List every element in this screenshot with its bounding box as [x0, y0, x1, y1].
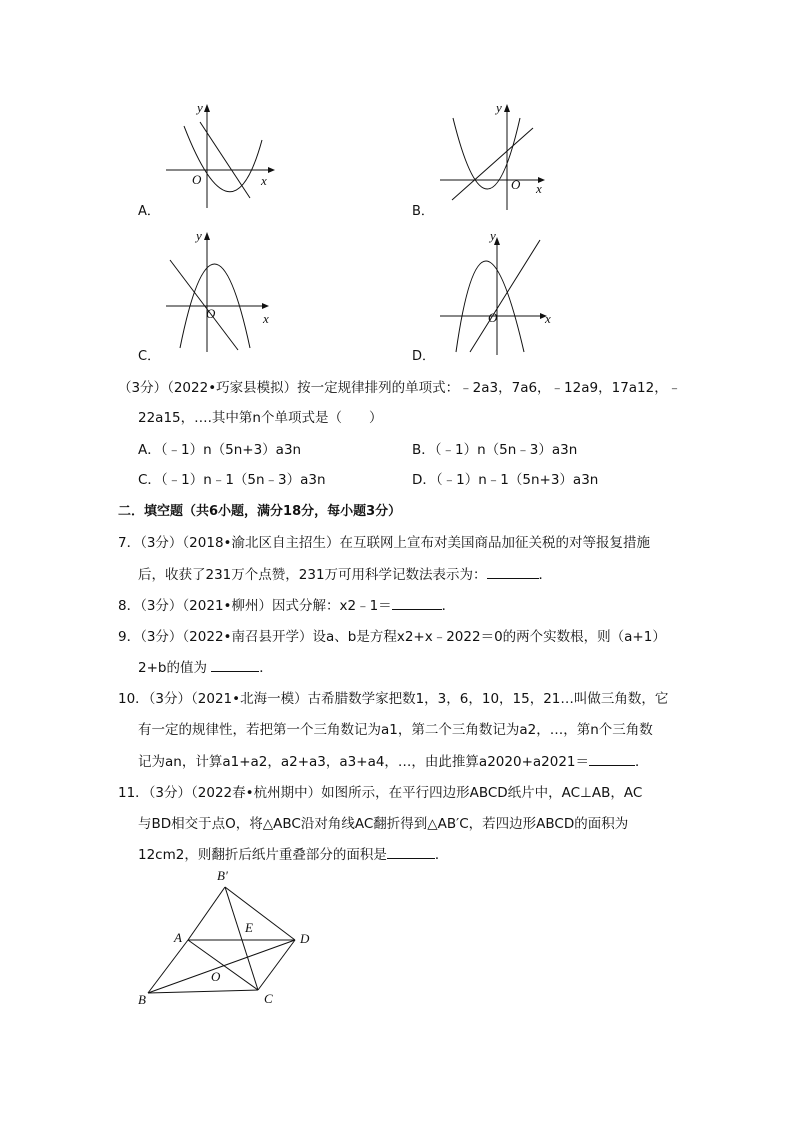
q7-end: ．	[538, 567, 553, 583]
graph-d-y: y	[490, 228, 496, 243]
q11-line1: 11．（3分）（2022春•杭州期中）如图所示，在平行四边形ABCD纸片中，AC⊥AB，AC	[118, 785, 643, 801]
q10-line2: 有一定的规律性，若把第一个三角数记为a1，第二个三角数记为a2，…，第n个三角数	[138, 722, 653, 738]
q6-option-b[interactable]: B．（﹣1）n（5n﹣3）a3n	[412, 442, 578, 458]
q11-line3-text: 12cm2，则翻折后纸片重叠部分的面积是	[138, 847, 387, 863]
graph-a-y: y	[197, 100, 203, 115]
q10-end: ．	[635, 754, 649, 770]
q6-option-d[interactable]: D．（﹣1）n﹣1（5n+3）a3n	[412, 472, 599, 488]
q6-line2: 22a15，….其中第n个单项式是（ ）	[138, 410, 383, 426]
q9-end: ．	[259, 660, 273, 676]
option-d-label: D．	[412, 349, 436, 364]
fig-label-bprime: B′	[217, 868, 228, 883]
fig-label-e: E	[245, 920, 253, 935]
fig-label-d: D	[300, 931, 310, 946]
graph-c-x: x	[263, 311, 269, 326]
graph-c-origin: O	[206, 306, 216, 321]
q9-line2-text: 2+b的值为	[138, 660, 207, 676]
option-b-label: B．	[412, 204, 434, 219]
q6-line1: （3分）（2022•巧家县模拟）按一定规律排列的单项式：﹣2a3，7a6，﹣12a9，17a12，﹣	[118, 380, 682, 396]
graph-c-y: y	[196, 228, 202, 243]
graph-a-x: x	[261, 173, 267, 188]
fig-label-a: A	[174, 930, 182, 945]
q7-line2-text: 后，收获了231万个点赞，231万可用科学记数法表示为：	[138, 567, 487, 583]
graph-b-origin: O	[511, 177, 521, 192]
graph-b-y: y	[496, 100, 502, 115]
section-fill-in-title: 二．填空题（共6小题，满分18分，每小题3分）	[118, 504, 402, 519]
option-a-label: A．	[138, 204, 160, 219]
q8-end: ．	[441, 598, 456, 614]
q9-line1: 9．（3分）（2022•南召县开学）设a、b是方程x2+x﹣2022＝0的两个实数根，则（a+1）	[118, 629, 666, 645]
q10-line3-text: 记为an，计算a1+a2，a2+a3，a3+a4，…，由此推算a2020+a2021＝	[138, 754, 590, 770]
q11-end: ．	[434, 847, 449, 863]
fig-label-c: C	[264, 991, 273, 1006]
graph-b-x: x	[536, 181, 542, 196]
graph-a-origin: O	[192, 172, 202, 187]
q11-line2: 与BD相交于点O，将△ABC沿对角线AC翻折得到△AB′C，若四边形ABCD的面积为	[138, 816, 629, 832]
q10-line1: 10．（3分）（2021•北海一模）古希腊数学家把数1，3，6，10，15，21…叫做三角数，它	[118, 691, 669, 707]
q8-text: 8．（3分）（2021•柳州）因式分解：x2﹣1＝	[118, 598, 392, 614]
fig-label-b: B	[138, 992, 146, 1007]
q7-line1: 7．（3分）（2018•渝北区自主招生）在互联网上宣布对美国商品加征关税的对等报复措施	[118, 535, 650, 551]
option-c-label: C．	[138, 349, 161, 364]
graph-d-x: x	[545, 311, 551, 326]
graph-d-origin: O	[488, 310, 498, 325]
fig-label-o: O	[211, 969, 221, 984]
q6-option-a[interactable]: A．（﹣1）n（5n+3）a3n	[138, 442, 302, 458]
q6-option-c[interactable]: C．（﹣1）n﹣1（5n﹣3）a3n	[138, 472, 326, 488]
